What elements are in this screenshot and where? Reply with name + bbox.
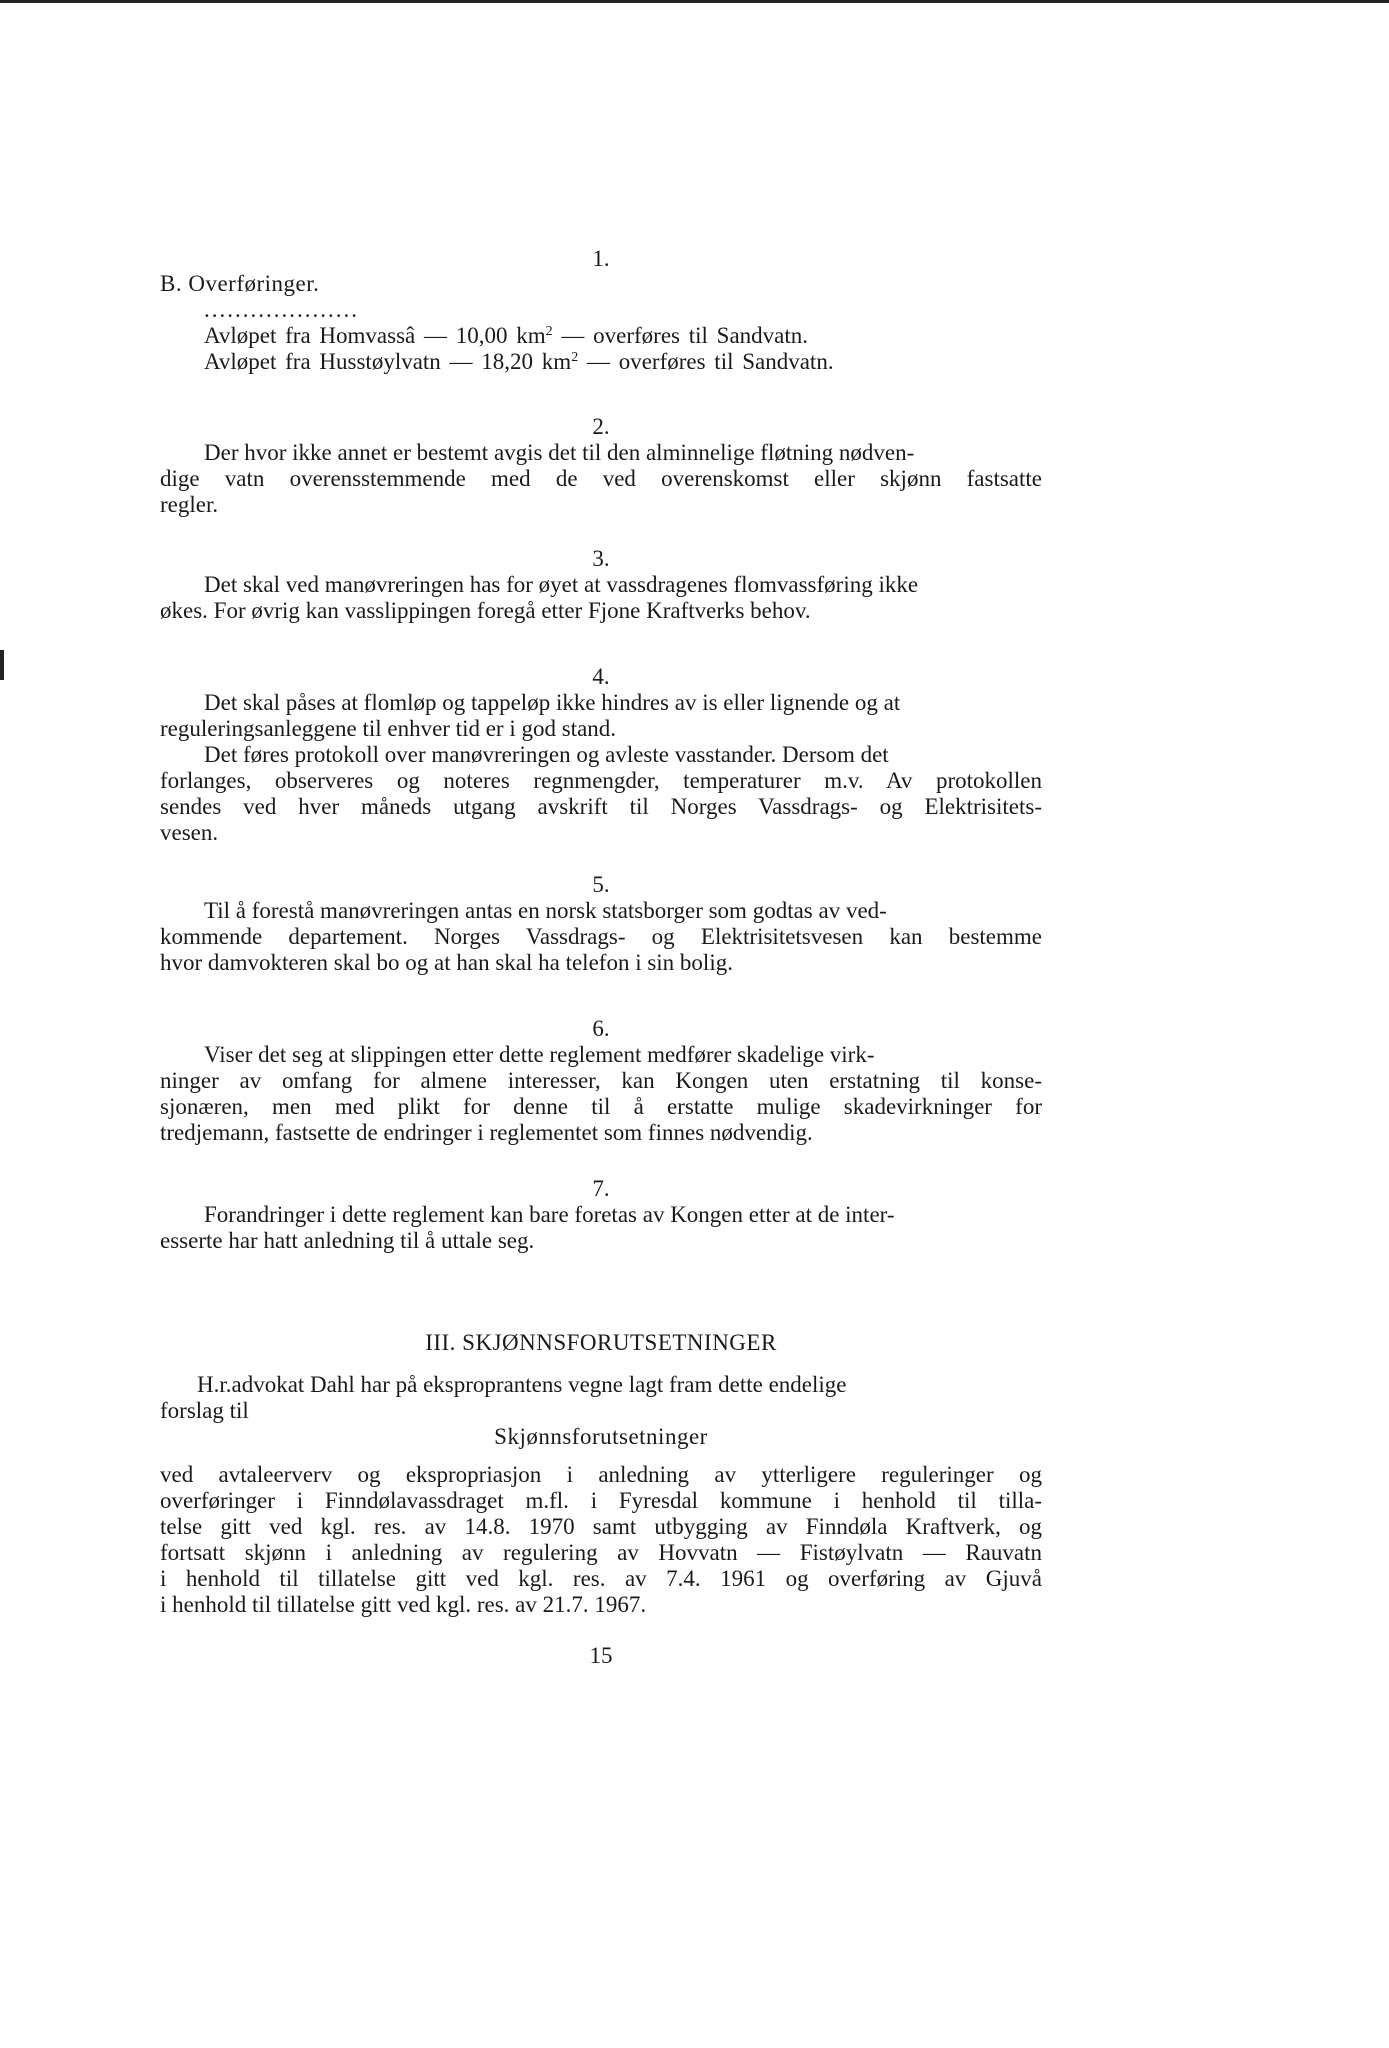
section-1-heading: B. Overføringer. — [160, 271, 320, 296]
section-4-line: Det føres protokoll over manøvreringen og avleste vasstander. Dersom det — [204, 742, 889, 767]
section-4-line: sendes ved hver måneds utgang avskrift til Norges Vassdrags- og Elektrisitets- — [160, 794, 1042, 819]
section-2-number: 2. — [592, 414, 610, 439]
intro-line: forslag til — [160, 1398, 249, 1423]
scan-edge-mark — [0, 650, 4, 680]
section-6-number: 6. — [592, 1016, 610, 1041]
body-line: i henhold til tillatelse gitt ved kgl. res. av 21.7. 1967. — [160, 1592, 647, 1617]
section-4-number: 4. — [592, 664, 610, 689]
intro-line: H.r.advokat Dahl har på eksproprantens vegne lagt fram dette endelige — [197, 1372, 847, 1397]
body-line: fortsatt skjønn i anledning av regulering av Hovvatn — Fistøylvatn — Rauvatn — [160, 1540, 1042, 1565]
section-4-line: reguleringsanleggene til enhver tid er i god stand. — [160, 716, 617, 741]
body-line: i henhold til tillatelse gitt ved kgl. res. av 7.4. 1961 og overføring av Gjuvå — [160, 1566, 1042, 1591]
section-1-number: 1. — [592, 246, 610, 271]
subtitle: Skjønnsforutsetninger — [494, 1424, 708, 1449]
section-7-line: esserte har hatt anledning til å uttale seg. — [160, 1228, 535, 1253]
section-6-line: sjonæren, men med plikt for denne til å erstatte mulige skadevirkninger for — [160, 1094, 1042, 1119]
section-7-line: Forandringer i dette reglement kan bare foretas av Kongen etter at de inter- — [204, 1202, 895, 1227]
body-line: telse gitt ved kgl. res. av 14.8. 1970 samt utbygging av Finndøla Kraftverk, og — [160, 1514, 1042, 1539]
section-5-line: hvor damvokteren skal bo og at han skal ha telefon i sin bolig. — [160, 950, 733, 975]
section-2-line: Der hvor ikke annet er bestemt avgis det til den alminnelige fløtning nødven- — [204, 440, 915, 465]
section-2-line: dige vatn overensstemmende med de ved overenskomst eller skjønn fastsatte — [160, 466, 1042, 491]
body-line: overføringer i Finndølavassdraget m.fl. i Fyresdal kommune i henhold til tilla- — [160, 1488, 1042, 1513]
section-6-line: Viser det seg at slippingen etter dette reglement medfører skadelige virk- — [204, 1042, 875, 1067]
section-4-line: forlanges, observeres og noteres regnmengder, temperaturer m.v. Av protokollen — [160, 768, 1042, 793]
section-6-line: tredjemann, fastsette de endringer i reglementet som finnes nødvendig. — [160, 1120, 813, 1145]
section-1-line: Avløpet fra Homvassâ — 10,00 $km^2$ — overføres til Sandvatn. — [204, 323, 809, 348]
page-number: 15 — [589, 1643, 613, 1668]
body-line: ved avtaleerverv og ekspropriasjon i anledning av ytterligere reguleringer og — [160, 1462, 1042, 1487]
section-5-number: 5. — [592, 872, 610, 897]
section-5-line: kommende departement. Norges Vassdrags- og Elektrisitetsvesen kan bestemme — [160, 924, 1042, 949]
section-6-line: ninger av omfang for almene interesser, kan Kongen uten erstatning til konse- — [160, 1068, 1042, 1093]
chapter-title: III. SKJØNNSFORUTSETNINGER — [425, 1330, 777, 1355]
section-7-number: 7. — [592, 1176, 610, 1201]
document-page — [160, 0, 1042, 2048]
section-2-line: regler. — [160, 492, 219, 517]
section-1-line: Avløpet fra Husstøylvatn — 18,20 $km^2$ — overføres til Sandvatn. — [204, 349, 834, 374]
section-3-line: økes. For øvrig kan vasslippingen foregå etter Fjone Kraftverks behov. — [160, 598, 811, 623]
section-1-dots: .................... — [204, 297, 359, 322]
section-3-line: Det skal ved manøvreringen has for øyet at vassdragenes flomvassføring ikke — [204, 572, 919, 597]
section-3-number: 3. — [592, 546, 610, 571]
section-5-line: Til å forestå manøvreringen antas en norsk statsborger som godtas av ved- — [204, 898, 887, 923]
section-4-line: Det skal påses at flomløp og tappeløp ikke hindres av is eller lignende og at — [204, 690, 901, 715]
section-4-line: vesen. — [160, 820, 219, 845]
